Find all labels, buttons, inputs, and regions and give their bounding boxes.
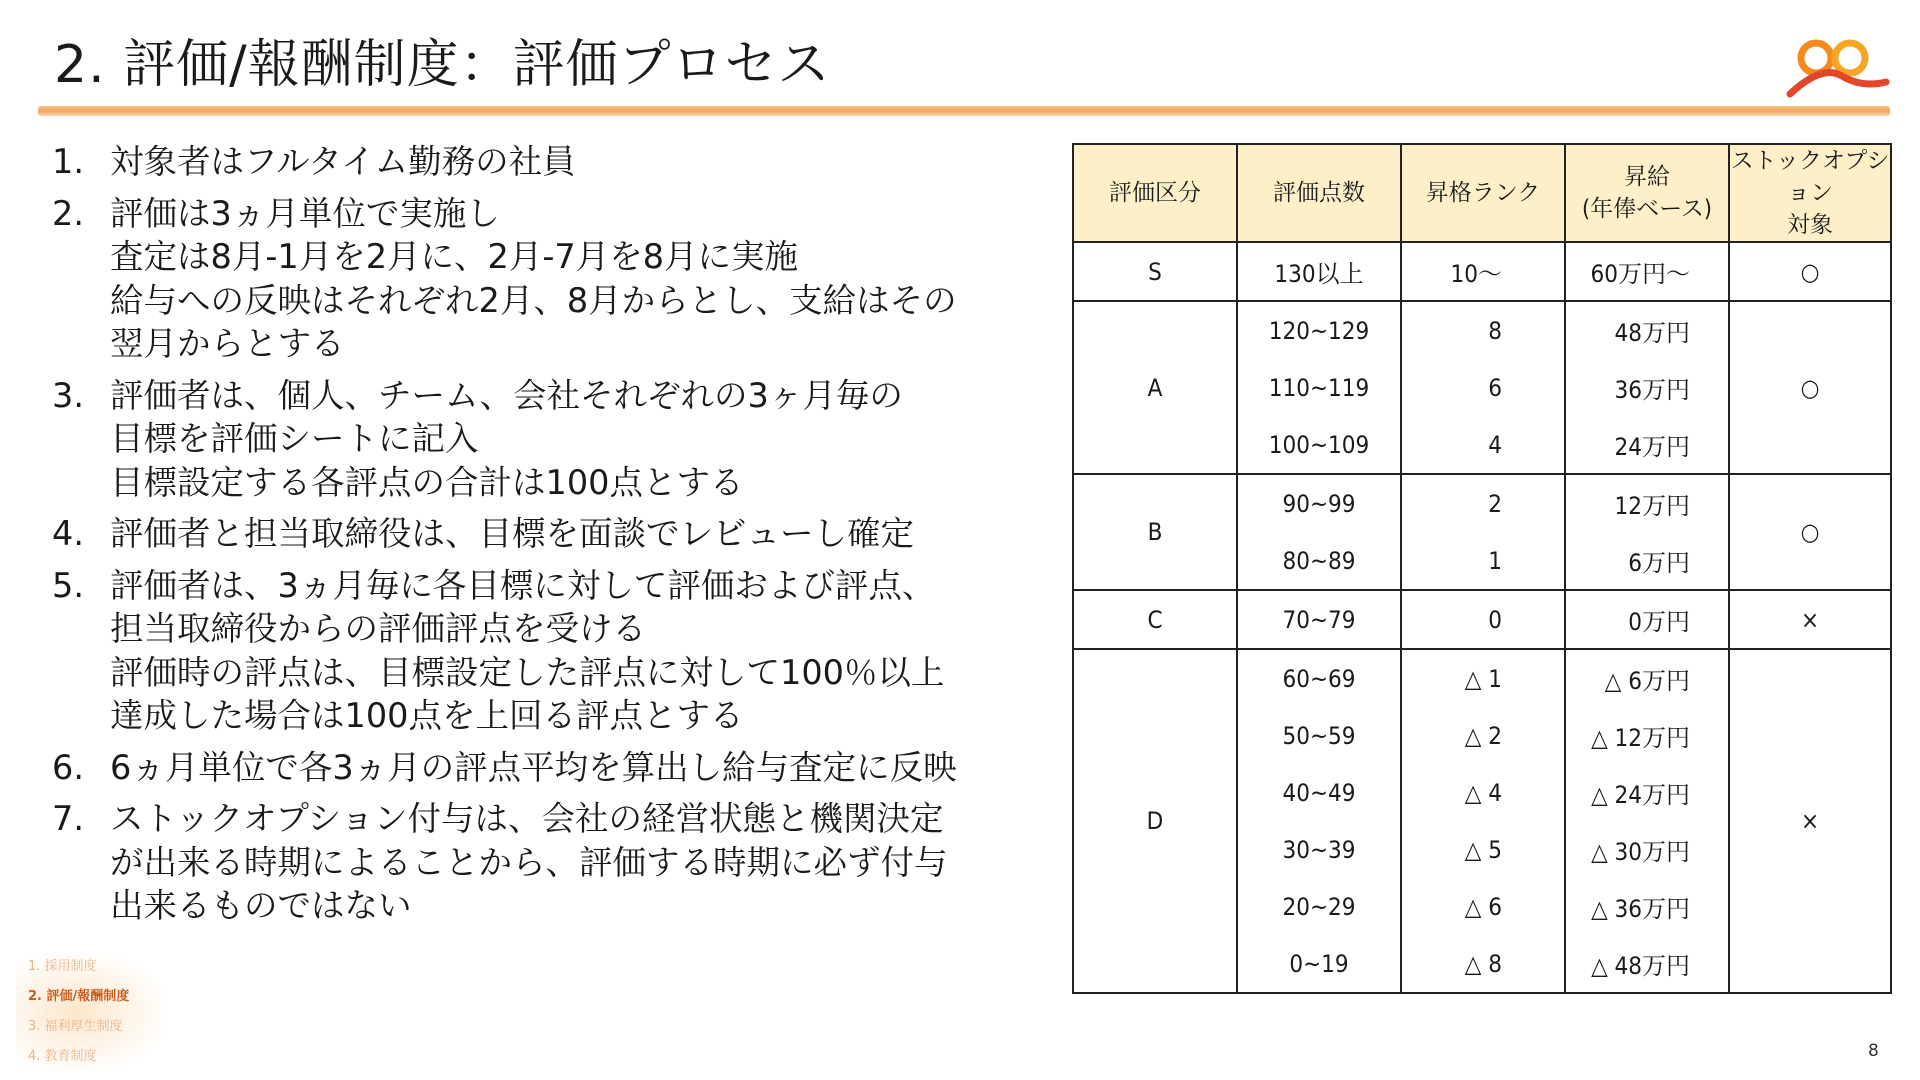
list-item-line: 6ヵ月単位で各3ヵ月の評点平均を算出し給与査定に反映 xyxy=(110,747,957,787)
cell-stock-option: ○ xyxy=(1729,242,1891,301)
cell-rank: △ 6 xyxy=(1401,878,1565,935)
list-item-line: 担当取締役からの評価評点を受ける xyxy=(110,609,646,648)
cell-rank: 2 xyxy=(1401,474,1565,532)
header-raise-line2: (年俸ベース) xyxy=(1582,196,1712,222)
list-item-line: 評価者は、個人、チーム、会社それぞれの3ヶ月毎の xyxy=(110,375,903,415)
header-raise xyxy=(1565,144,1729,242)
cell-category: D xyxy=(1073,649,1237,993)
cell-raise: 48万円 xyxy=(1565,301,1729,359)
cell-raise: △ 6万円 xyxy=(1565,649,1729,707)
cell-raise: △ 36万円 xyxy=(1565,878,1729,935)
list-item xyxy=(52,140,1032,184)
list-item-line: 対象者はフルタイム勤務の社員 xyxy=(110,142,576,181)
cell-stock-option: × xyxy=(1729,649,1891,993)
list-item xyxy=(52,192,1032,366)
cell-rank: 6 xyxy=(1401,359,1565,416)
list-item-number: 7. xyxy=(52,799,84,838)
list-item-line: が出来る時期によることから、評価する時期に必ず付与 xyxy=(110,842,948,882)
cell-stock-option: × xyxy=(1729,590,1891,649)
list-item xyxy=(52,374,1032,505)
cell-raise: 6万円 xyxy=(1565,532,1729,590)
table-row xyxy=(1073,301,1891,359)
cell-rank: 8 xyxy=(1401,301,1565,359)
list-item xyxy=(52,746,1032,790)
page-title: 2. 評価/報酬制度：評価プロセス xyxy=(54,35,831,95)
cell-rank: △ 2 xyxy=(1401,707,1565,764)
list-item-line: 翌月からとする xyxy=(110,324,345,363)
header-stock-line2: 対象 xyxy=(1787,212,1833,238)
table-body xyxy=(1073,242,1891,993)
list-item-line: 出来るものではない xyxy=(110,886,412,925)
cell-rank: 4 xyxy=(1401,416,1565,474)
list-item xyxy=(52,797,1032,928)
table-row xyxy=(1073,649,1891,707)
cell-rank: 1 xyxy=(1401,532,1565,590)
cell-score: 120~129 xyxy=(1237,301,1401,359)
cell-score: 30~39 xyxy=(1237,821,1401,878)
list-item xyxy=(52,512,1032,556)
list-item-number: 5. xyxy=(52,565,84,605)
cell-raise: 36万円 xyxy=(1565,359,1729,416)
cell-rank: △ 8 xyxy=(1401,935,1565,993)
header-rank: 昇格ランク xyxy=(1401,144,1565,242)
list-item-line: 評価者と担当取締役は、目標を面談でレビューし確定 xyxy=(110,514,914,553)
list-item-line: 達成した場合は100点を上回る評点とする xyxy=(110,696,744,735)
cell-rank: △ 4 xyxy=(1401,764,1565,821)
cell-score: 40~49 xyxy=(1237,764,1401,821)
cell-score: 80~89 xyxy=(1237,532,1401,590)
cell-raise: 12万円 xyxy=(1565,474,1729,532)
cell-category: C xyxy=(1073,590,1237,649)
cell-raise: 60万円～ xyxy=(1565,242,1729,301)
cell-score: 50~59 xyxy=(1237,707,1401,764)
cell-rank: 0 xyxy=(1401,590,1565,649)
cell-score: 110~119 xyxy=(1237,359,1401,416)
table-row xyxy=(1073,242,1891,301)
header-category: 評価区分 xyxy=(1073,144,1237,242)
list-item-text xyxy=(110,564,1032,738)
cell-category: S xyxy=(1073,242,1237,301)
cell-stock-option: ○ xyxy=(1729,474,1891,590)
mini-nav-item: 2. 評価/報酬制度 xyxy=(28,989,130,1004)
cell-score: 100~109 xyxy=(1237,416,1401,474)
cell-score: 70~79 xyxy=(1237,590,1401,649)
cell-score: 60~69 xyxy=(1237,649,1401,707)
list-item-line: 評価は3ヵ月単位で実施し xyxy=(110,193,500,233)
cell-raise: 24万円 xyxy=(1565,416,1729,474)
header-raise-line1: 昇給 xyxy=(1624,164,1670,190)
page-number: 8 xyxy=(1868,1041,1879,1061)
list-item-text xyxy=(110,374,1032,505)
cell-rank: △ 5 xyxy=(1401,821,1565,878)
list-item-line: 評価時の評点は、目標設定した評点に対して100％以上 xyxy=(110,652,945,692)
process-list xyxy=(52,140,1032,936)
cell-score: 90~99 xyxy=(1237,474,1401,532)
cell-rank: △ 1 xyxy=(1401,649,1565,707)
list-item-line: 給与への反映はそれぞれ2月、8月からとし、支給はその xyxy=(110,280,957,320)
header-stock-line1: ストックオプション xyxy=(1730,148,1890,206)
table-row xyxy=(1073,474,1891,532)
header-score: 評価点数 xyxy=(1237,144,1401,242)
mini-nav-item: 4. 教育制度 xyxy=(28,1049,97,1064)
cell-category: B xyxy=(1073,474,1237,590)
list-item-number: 3. xyxy=(52,375,84,415)
list-item-text xyxy=(110,797,1032,928)
table-row xyxy=(1073,590,1891,649)
cell-score: 20~29 xyxy=(1237,878,1401,935)
list-item xyxy=(52,564,1032,738)
list-item-text xyxy=(110,192,1032,366)
section-mini-nav xyxy=(16,952,168,1072)
cell-raise: △ 30万円 xyxy=(1565,821,1729,878)
header-stock-option xyxy=(1729,144,1891,242)
cell-raise: 0万円 xyxy=(1565,590,1729,649)
list-item-line: 目標設定する各評点の合計は100点とする xyxy=(110,462,744,502)
list-item-number: 2. xyxy=(52,193,84,233)
table-header-row xyxy=(1073,144,1891,242)
list-item-number: 1. xyxy=(52,142,84,181)
list-item-line: 目標を評価シートに記入 xyxy=(110,419,479,458)
list-item-number: 6. xyxy=(52,747,84,787)
mini-nav-item: 3. 福利厚生制度 xyxy=(28,1019,123,1034)
title-divider xyxy=(38,106,1890,116)
list-item-line: 評価者は、3ヵ月毎に各目標に対して評価および評点、 xyxy=(110,565,936,605)
cell-raise: △ 24万円 xyxy=(1565,764,1729,821)
list-item-text xyxy=(110,512,1032,556)
mini-nav-item: 1. 採用制度 xyxy=(28,959,97,974)
cell-stock-option: ○ xyxy=(1729,301,1891,474)
list-item-line: 査定は8月-1月を2月に、2月-7月を8月に実施 xyxy=(110,237,799,276)
cell-score: 0~19 xyxy=(1237,935,1401,993)
evaluation-table xyxy=(1072,143,1892,994)
cell-raise: △ 48万円 xyxy=(1565,935,1729,993)
cell-rank: 10～ xyxy=(1401,242,1565,301)
list-item-text xyxy=(110,746,1032,790)
cell-category: A xyxy=(1073,301,1237,474)
list-item-number: 4. xyxy=(52,514,84,553)
cell-score: 130以上 xyxy=(1237,242,1401,301)
cell-raise: △ 12万円 xyxy=(1565,707,1729,764)
company-logo-icon xyxy=(1782,34,1892,98)
list-item-line: ストックオプション付与は、会社の経営状態と機関決定 xyxy=(110,799,944,838)
list-item-text xyxy=(110,140,1032,184)
